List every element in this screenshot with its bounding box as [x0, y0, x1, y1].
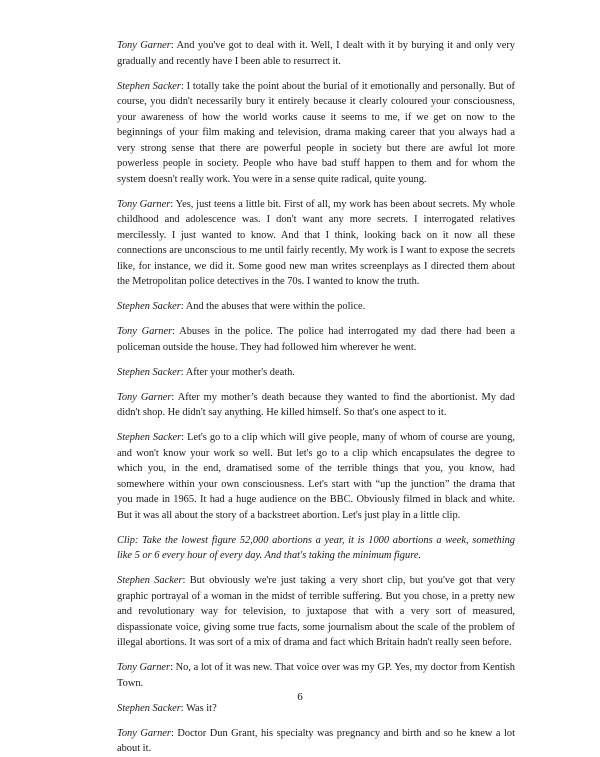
- speaker-name: Stephen Sacker: [117, 301, 181, 312]
- transcript-paragraph: Stephen Sacker: I totally take the point about the burial of it emotionally and personally. But of course, you didn't necessarily bury it entirely because it clearly coloured your consciousness, your awareness of how the world works cause it seems to me, if we get on now to the beginnings of your film making and television, drama making career that you always had a very strong sense that there are powerful people in society but there are awful lot more powerless people in society. People who have bad stuff happen to them and for whom the system doesn't really work. You were in a sense quite radical, quite young.: [117, 80, 515, 185]
- speaker-name: Tony Garner: [117, 391, 172, 403]
- utterance-text: And the abuses that were within the police.: [185, 301, 366, 312]
- transcript-paragraph: Tony Garner: And you've got to deal with it. Well, I dealt with it by burying it and only very gradually and recently have I been able to resurrect it.: [117, 40, 515, 67]
- speaker-name: Stephen Sacker: [117, 575, 183, 586]
- utterance-text: Doctor Dun Grant, his specialty was pregnancy and birth and so he knew a lot about it.: [117, 727, 515, 754]
- speaker-name: Tony Garner: [117, 198, 171, 210]
- transcript-paragraph: Tony Garner: Doctor Dun Grant, his specialty was pregnancy and birth and so he knew a lot about it.: [117, 727, 515, 754]
- transcript-paragraph: Stephen Sacker: Let's go to a clip which will give people, many of whom of course are young, and won't know your work so well. But let's go to a clip which encapsulates the degree to which you, in the end, dramatised some of the terrible things that you, you know, had somewhere within your own consciousness. Let's start with “up the junction” the drama that you made in 1965. It had a huge audience on the BBC. Obviously filmed in black and white. But it was all about the story of a backstreet abortion. Let's just play in a little clip.: [117, 432, 515, 521]
- transcript-paragraph: Stephen Sacker: Was it?: [117, 702, 217, 714]
- clip-paragraph: Clip: Take the lowest figure 52,000 abortions a year, it is 1000 abortions a week, something like 5 or 6 every hour of every day. And that's taking the minimum figure.: [117, 534, 515, 561]
- transcript-paragraph: Stephen Sacker: After your mother's death.: [117, 366, 295, 378]
- utterance-text: Abuses in the police. The police had interrogated my dad there had been a policeman outside the house. They had followed him wherever he went.: [117, 326, 515, 353]
- transcript-paragraph: Tony Garner: After my mother’s death because they wanted to find the abortionist. My dad didn't shop. He didn't say anything. He killed himself. So that's one aspect to it.: [117, 391, 515, 418]
- speaker-name: Tony Garner: [117, 727, 171, 739]
- utterance-text: And you've got to deal with it. Well, I dealt with it by burying it and only very gradually and recently have I been able to resurrect it.: [117, 40, 515, 67]
- transcript-paragraph: Tony Garner: Yes, just teens a little bit. First of all, my work has been about secrets. My whole childhood and adolescence was. I don't want any more secrets. I interrogated relatives mercilessly. I just wanted to know. And that I think, looking back on it now all these connections are unconscious to me until fairly recently. My work is I want to expose the secrets like, for instance, we did it. Some good new man writes screenplays as I directed them about the Metropolitan police detectives in the 70s. I wanted to know the truth.: [117, 198, 515, 287]
- transcript-paragraph: Tony Garner: Abuses in the police. The police had interrogated my dad there had been a policeman outside the house. They had followed him wherever he went.: [117, 326, 515, 353]
- utterance-text: Yes, just teens a little bit. First of all, my work has been about secrets. My whole childhood and adolescence was. I don't want any more secrets. I interrogated relatives mercilessly. I just wanted to know. And that I think, looking back on it now all these connections are unconscious to me until fairly recently. My work is I want to expose the secrets like, for instance, we did it. Some good new man writes screenplays as I directed them about the Metropolitan police detectives in the 70s. I wanted to know the truth.: [117, 198, 515, 287]
- transcript: [117, 38, 515, 757]
- utterance-text: I totally take the point about the burial of it emotionally and personally. But of course, you didn't necessarily bury it entirely because it clearly coloured your consciousness, your awareness of how the world works cause it seems to me, if we get on now to the beginnings of your film making and television, drama making career that you always had a very strong sense that there are powerful people in society but there are awful lot more powerless people in society. People who have bad stuff happen to them and for whom the system doesn't really work. You were in a sense quite radical, quite young.: [117, 80, 515, 185]
- speaker-name: Tony Garner: [117, 326, 173, 337]
- speaker-name: Stephen Sacker: [117, 702, 181, 714]
- speaker-name: Tony Garner: [117, 40, 171, 51]
- utterance-text: Was it?: [186, 702, 217, 714]
- utterance-text: No, a lot of it was new. That voice over was my GP. Yes, my doctor from Kentish Town.: [117, 662, 515, 689]
- transcript-paragraph: Tony Garner: No, a lot of it was new. That voice over was my GP. Yes, my doctor from Kentish Town.: [117, 662, 515, 689]
- utterance-text: Let's go to a clip which will give people, many of whom of course are young, and won't know your work so well. But let's go to a clip which encapsulates the degree to which you, in the end, dramatised some of the terrible things that you, you know, had somewhere within your own consciousness. Let's start with “up the junction” the drama that you made in 1965. It had a huge audience on the BBC. Obviously filmed in black and white. But it was all about the story of a backstreet abortion. Let's just play in a little clip.: [117, 432, 515, 521]
- speaker-name: Stephen Sacker: [117, 366, 181, 378]
- transcript-paragraph: Stephen Sacker: But obviously we're just taking a very short clip, but you've got that very graphic portrayal of a woman in the midst of terrible suffering. But you chose, in a pretty new and revolutionary way for television, to juxtapose that with a very sort of measured, dispassionate voice, giving some true facts, some journalism about the scale of the problem of illegal abortions. It was sort of a mix of drama and fact which Britain hadn't really seen before.: [117, 575, 515, 648]
- transcript-paragraph: Stephen Sacker: And the abuses that were within the police.: [117, 301, 366, 312]
- speaker-name: Stephen Sacker: [117, 432, 182, 443]
- utterance-text: But obviously we're just taking a very short clip, but you've got that very graphic portrayal of a woman in the midst of terrible suffering. But you chose, in a pretty new and revolutionary way for television, to juxtapose that with a very sort of measured, dispassionate voice, giving some true facts, some journalism about the scale of the problem of illegal abortions. It was sort of a mix of drama and fact which Britain hadn't really seen before.: [117, 575, 515, 648]
- page-number: 6: [297, 691, 303, 703]
- utterance-text: Take the lowest figure 52,000 abortions a year, it is 1000 abortions a week, something like 5 or 6 every hour of every day. And that's taking the minimum figure.: [117, 534, 515, 561]
- speaker-name: Tony Garner: [117, 662, 171, 673]
- speaker-name: Stephen Sacker: [117, 80, 181, 92]
- speaker-name: Clip: [117, 534, 135, 546]
- utterance-text: After my mother’s death because they wanted to find the abortionist. My dad didn't shop. He didn't say anything. He killed himself. So that's one aspect to it.: [117, 391, 515, 418]
- utterance-text: After your mother's death.: [185, 366, 295, 378]
